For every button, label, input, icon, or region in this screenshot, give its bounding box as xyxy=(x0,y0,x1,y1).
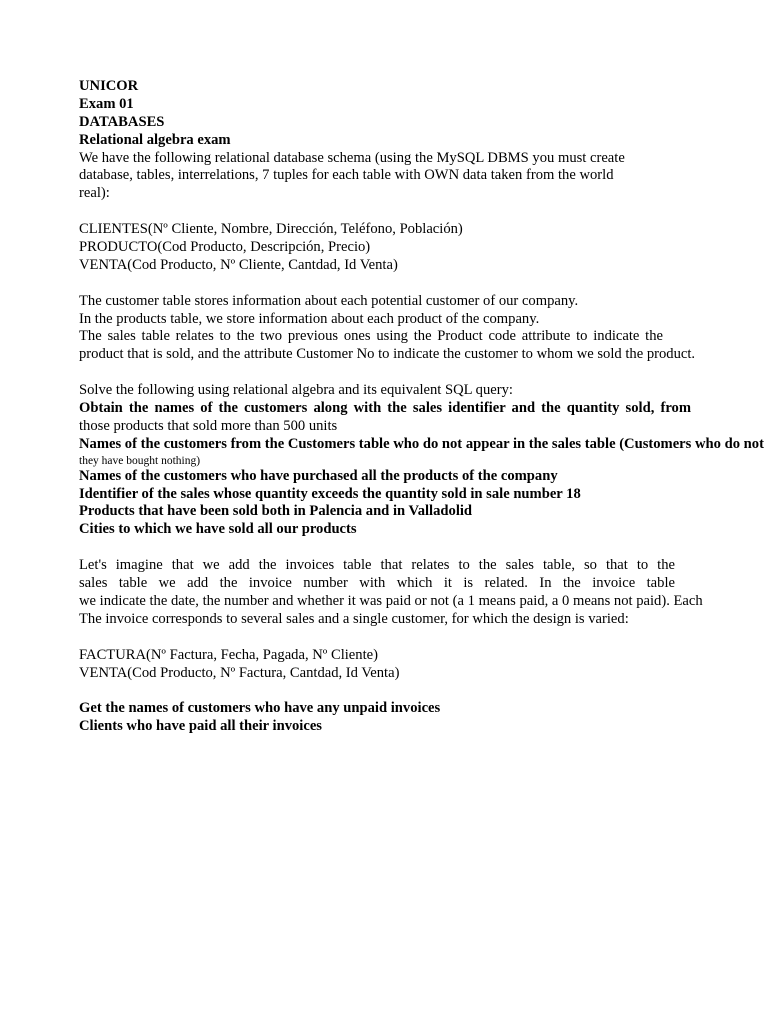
question-2-continuation: they have bought nothing) xyxy=(79,454,201,467)
invoices-line-1: Let's imagine that we add the invoices table that relates to the sales table, so that to the xyxy=(79,557,675,574)
question-1-continuation: those products that sold more than 500 units xyxy=(79,417,338,434)
invoice-question-2: Clients who have paid all their invoices xyxy=(79,718,322,735)
spacer xyxy=(79,364,764,382)
invoices-line-3: we indicate the date, the number and whether it was paid or not (a 1 means paid, a 0 means not paid). Each xyxy=(79,592,703,609)
subject-heading: DATABASES xyxy=(79,113,165,130)
schema-venta-2: VENTA(Cod Producto, Nº Factura, Cantdad, Id Venta) xyxy=(79,664,400,681)
invoices-line-2: sales table we add the invoice number with which it is related. In the invoice table xyxy=(79,575,675,592)
description-line-2: In the products table, we store information about each product of the company. xyxy=(79,310,540,327)
invoice-question-1: Get the names of customers who have any unpaid invoices xyxy=(79,700,441,717)
question-4: Identifier of the sales whose quantity exceeds the quantity sold in sale number 18 xyxy=(79,485,581,502)
spacer xyxy=(79,629,764,647)
exam-number: Exam 01 xyxy=(79,95,134,112)
spacer xyxy=(79,203,764,221)
question-3: Names of the customers who have purchased all the products of the company xyxy=(79,468,558,485)
schema-clientes: CLIENTES(Nº Cliente, Nombre, Dirección, Teléfono, Población) xyxy=(79,221,463,238)
org-heading: UNICOR xyxy=(79,78,139,94)
schema-factura: FACTURA(Nº Factura, Fecha, Pagada, Nº Cliente) xyxy=(79,646,378,663)
intro-line-2: database, tables, interrelations, 7 tuples for each table with OWN data taken from the world xyxy=(79,167,614,184)
questions-intro: Solve the following using relational algebra and its equivalent SQL query: xyxy=(79,382,513,399)
question-2: Names of the customers from the Customers table who do not appear in the sales table (Customers who do not xyxy=(79,435,764,452)
question-5: Products that have been sold both in Palencia and in Valladolid xyxy=(79,503,473,520)
spacer xyxy=(79,275,764,293)
description-line-1: The customer table stores information about each potential customer of our company. xyxy=(79,292,579,309)
spacer xyxy=(79,682,764,700)
description-line-3: The sales table relates to the two previous ones using the Product code attribute to indicate the xyxy=(79,328,663,345)
question-6: Cities to which we have sold all our products xyxy=(79,521,357,538)
question-1: Obtain the names of the customers along with the sales identifier and the quantity sold, from xyxy=(79,400,691,417)
invoices-line-4: The invoice corresponds to several sales and a single customer, for which the design is varied: xyxy=(79,610,629,627)
schema-venta: VENTA(Cod Producto, Nº Cliente, Cantdad, Id Venta) xyxy=(79,256,398,273)
intro-line-3: real): xyxy=(79,185,110,202)
exam-title: Relational algebra exam xyxy=(79,131,231,148)
intro-line-1: We have the following relational database schema (using the MySQL DBMS you must create xyxy=(79,149,625,166)
schema-producto: PRODUCTO(Cod Producto, Descripción, Precio) xyxy=(79,239,371,256)
spacer xyxy=(79,539,764,557)
description-line-4: product that is sold, and the attribute Customer No to indicate the customer to whom we sold the product. xyxy=(79,346,696,363)
exam-document xyxy=(79,78,764,736)
